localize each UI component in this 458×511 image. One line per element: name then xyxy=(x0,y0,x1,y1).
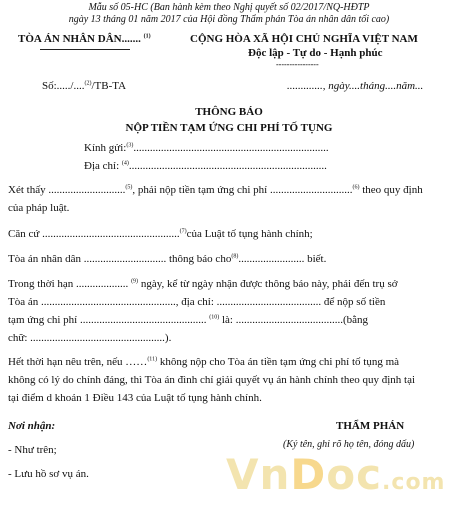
para5-line3: tại điểm d khoản 1 Điều 143 của Luật tố tụng hành chính. xyxy=(8,392,262,404)
para1-line1 xyxy=(8,184,423,196)
dia-chi-dots: ........................................................................ xyxy=(128,160,327,172)
header-note-line2: ngày 13 tháng 01 năm 2017 của Hội đồng Thẩm phán Tòa án nhân dân tối cao) xyxy=(68,14,390,25)
doc-number-prefix: Số:...../.... xyxy=(42,80,85,92)
dia-chi-label: Địa chỉ: xyxy=(84,160,120,172)
doc-number-suffix: /TB-TA xyxy=(91,80,127,92)
para4-sup2: (10) xyxy=(209,314,220,321)
para2 xyxy=(8,228,313,240)
para3-sup: (8) xyxy=(231,253,239,260)
para4-text-b: ngày, kể từ ngày nhận được thông báo này, phải đến trụ sở xyxy=(140,278,398,290)
signer-note: (Ký tên, ghi rõ họ tên, đóng dấu) xyxy=(283,439,415,450)
dia-chi-line xyxy=(84,160,327,172)
para4-text-a: Trong thời hạn ................... xyxy=(8,278,129,290)
para4-line3 xyxy=(8,314,368,326)
doc-number-sup: (2) xyxy=(84,80,92,87)
kinh-gui-line xyxy=(84,142,329,154)
para2-text-a: Căn cứ .................................................. xyxy=(8,228,180,240)
document-subtitle: NỘP TIỀN TẠM ỨNG CHI PHÍ TỐ TỤNG xyxy=(125,122,333,134)
para4-sup1: (9) xyxy=(131,278,139,285)
kinh-gui-label: Kính gửi: xyxy=(84,142,127,154)
court-name-sup: (1) xyxy=(143,33,151,40)
para2-text-b: của Luật tố tụng hành chính; xyxy=(186,228,313,240)
para5-text-b: không nộp cho Tòa án tiền tạm ứng chi phí tố tụng mà xyxy=(159,356,400,368)
para3-text-b: ........................ biết. xyxy=(238,253,327,265)
date-line: ............., ngày....tháng....năm... xyxy=(287,80,424,92)
national-motto: Độc lập - Tự do - Hạnh phúc xyxy=(248,47,383,59)
header-note-line1: Mẫu số 05-HC (Ban hành kèm theo Nghị quyết số 02/2017/NQ-HĐTP xyxy=(88,2,370,13)
para5-line2: không có lý do chính đáng, thì Tòa án đình chỉ giải quyết vụ án hành chính theo quy định tại xyxy=(8,374,416,386)
para3 xyxy=(8,253,326,265)
para4-text-e: là: .......................................(bằng xyxy=(221,314,368,326)
document-title: THÔNG BÁO xyxy=(195,106,263,118)
noi-nhan-label: Nơi nhận: xyxy=(8,420,56,432)
dia-chi-sup: (4) xyxy=(121,160,129,167)
para4-text-d: tạm ứng chi phí .............................................. xyxy=(8,314,207,326)
doc-number xyxy=(42,80,126,92)
court-name xyxy=(18,33,151,45)
para4-line2: Tòa án ................................................., địa chỉ: ...................................... để nộp số tiền xyxy=(8,296,386,308)
kinh-gui-dots: ....................................................................... xyxy=(133,142,329,154)
noi-nhan-item2: - Lưu hồ sơ vụ án. xyxy=(8,468,89,480)
para2-sup: (7) xyxy=(179,228,187,235)
para4-line1 xyxy=(8,278,398,290)
kinh-gui-sup: (3) xyxy=(126,142,134,149)
national-motto-rule: ---------------- xyxy=(276,60,319,69)
para1-text-b: , phải nộp tiền tạm ứng chi phí .............................. xyxy=(132,184,353,196)
court-name-text: TÒA ÁN NHÂN DÂN....... xyxy=(18,33,141,45)
para5-line1 xyxy=(8,356,399,368)
signer-title: THẨM PHÁN xyxy=(336,420,405,432)
para3-text-a: Tòa án nhân dân .............................. thông báo cho xyxy=(8,253,232,265)
noi-nhan-item1: - Như trên; xyxy=(8,444,57,456)
para1-line2: của pháp luật. xyxy=(8,202,70,214)
court-underline xyxy=(40,49,130,50)
para1-text-c: theo quy định xyxy=(362,184,423,196)
national-title: CỘNG HÒA XÃ HỘI CHỦ NGHĨA VIỆT NAM xyxy=(190,33,418,45)
para4-line4: chữ: .................................................). xyxy=(8,332,172,344)
para1-sup1: (5) xyxy=(125,184,133,191)
para1-sup2: (6) xyxy=(352,184,360,191)
para1-text-a: Xét thấy ............................ xyxy=(8,184,126,196)
para5-sup: (11) xyxy=(147,356,158,363)
para5-text-a: Hết thời hạn nêu trên, nếu …… xyxy=(8,356,148,368)
watermark-logo: VnDoc.com xyxy=(226,450,446,499)
